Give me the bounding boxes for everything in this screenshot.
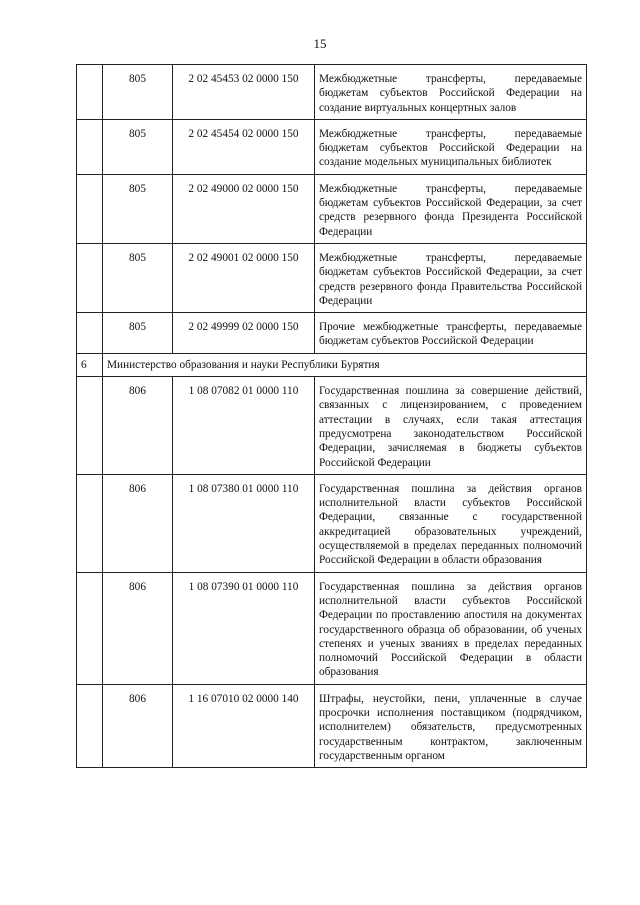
table-row	[77, 119, 587, 174]
row-number-cell	[77, 474, 103, 572]
table-row	[77, 474, 587, 572]
budget-codes-table	[76, 64, 587, 768]
table-row	[77, 377, 587, 475]
budget-classification-code: 2 02 49001 02 0000 150	[173, 243, 315, 312]
revenue-description: Государственная пошлина за совершение действий, связанных с лицензированием, с проведением аттестации в случаях, если такая аттестация предусмотрена законодательством Российской Федерации, зачисляемая в бюджеты субъектов Российской Федерации	[315, 377, 587, 475]
row-number-cell	[77, 119, 103, 174]
row-number-cell	[77, 65, 103, 120]
table-row	[77, 313, 587, 354]
admin-code: 806	[103, 377, 173, 475]
row-number-cell	[77, 243, 103, 312]
budget-classification-code: 2 02 45454 02 0000 150	[173, 119, 315, 174]
admin-code: 806	[103, 474, 173, 572]
budget-classification-code: 2 02 49000 02 0000 150	[173, 174, 315, 243]
row-number-cell	[77, 377, 103, 475]
admin-code: 806	[103, 572, 173, 684]
admin-code: 805	[103, 243, 173, 312]
row-number-cell	[77, 684, 103, 767]
admin-code: 806	[103, 684, 173, 767]
table-row	[77, 243, 587, 312]
budget-classification-code: 2 02 49999 02 0000 150	[173, 313, 315, 354]
row-number-cell	[77, 174, 103, 243]
table-row	[77, 65, 587, 120]
revenue-description: Межбюджетные трансферты, передаваемые бюджетам субъектов Российской Федерации на создание виртуальных концертных залов	[315, 65, 587, 120]
admin-code: 805	[103, 65, 173, 120]
revenue-description: Межбюджетные трансферты, передаваемые бюджетам субъектов Российской Федерации, за счет средств резервного фонда Правительства Российской Федерации	[315, 243, 587, 312]
budget-classification-code: 1 08 07390 01 0000 110	[173, 572, 315, 684]
budget-classification-code: 1 08 07082 01 0000 110	[173, 377, 315, 475]
page-number: 15	[313, 36, 327, 51]
revenue-description: Штрафы, неустойки, пени, уплаченные в случае просрочки исполнения поставщиком (подрядчиком, исполнителем) обязательств, предусмотренных государственным контрактом, заключенным государственным органом	[315, 684, 587, 767]
row-number-cell	[77, 313, 103, 354]
budget-classification-code: 1 08 07380 01 0000 110	[173, 474, 315, 572]
revenue-description: Межбюджетные трансферты, передаваемые бюджетам субъектов Российской Федерации на создание модельных муниципальных библиотек	[315, 119, 587, 174]
revenue-description: Прочие межбюджетные трансферты, передаваемые бюджетам субъектов Российской Федерации	[315, 313, 587, 354]
revenue-description: Государственная пошлина за действия органов исполнительной власти субъектов Российской Федерации, связанные с государственной аккредитацией образовательных учреждений, осуществляемой в пределах переданных полномочий Российской Федерации в области образования	[315, 474, 587, 572]
section-header-row	[77, 353, 587, 376]
admin-code: 805	[103, 174, 173, 243]
row-number-cell	[77, 572, 103, 684]
admin-code: 805	[103, 119, 173, 174]
section-number: 6	[77, 353, 103, 376]
section-title: Министерство образования и науки Республики Бурятия	[103, 353, 587, 376]
table-row	[77, 572, 587, 684]
budget-classification-code: 2 02 45453 02 0000 150	[173, 65, 315, 120]
revenue-description: Государственная пошлина за действия органов исполнительной власти субъектов Российской Федерации по проставлению апостиля на документах государственного образца об образовании, об ученых степенях и ученых званиях в пределах переданных полномочий Российской Федерации в области образования	[315, 572, 587, 684]
table-row	[77, 684, 587, 767]
revenue-description: Межбюджетные трансферты, передаваемые бюджетам субъектов Российской Федерации, за счет средств резервного фонда Президента Российской Федерации	[315, 174, 587, 243]
admin-code: 805	[103, 313, 173, 354]
budget-classification-code: 1 16 07010 02 0000 140	[173, 684, 315, 767]
table-row	[77, 174, 587, 243]
